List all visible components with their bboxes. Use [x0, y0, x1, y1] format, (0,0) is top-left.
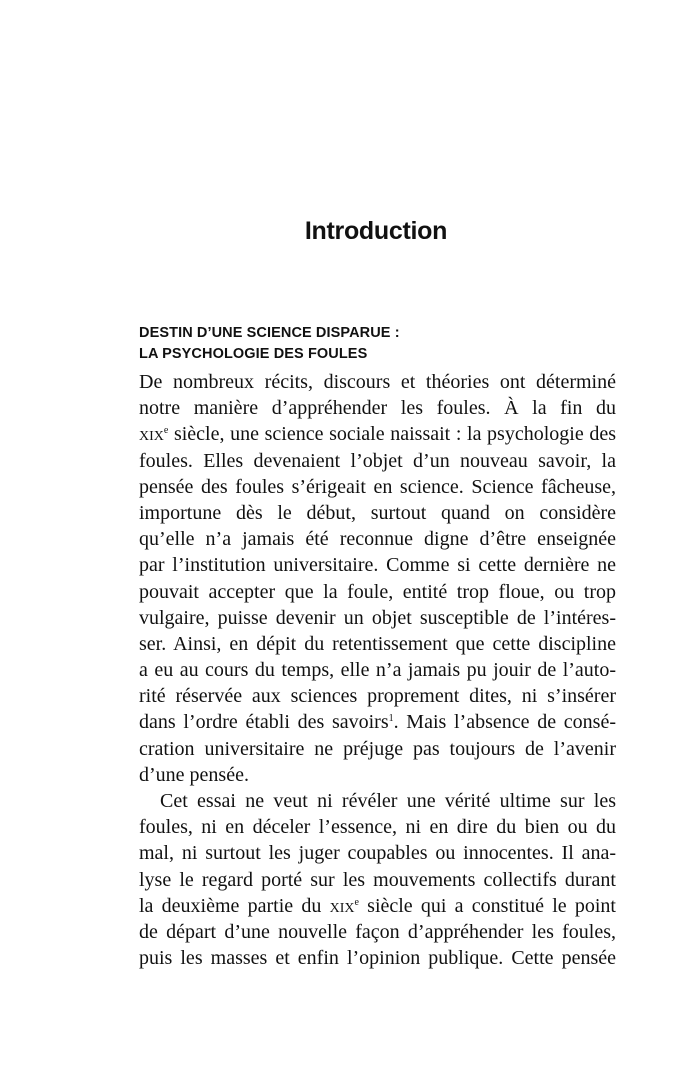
- paragraph-2: [139, 788, 616, 971]
- century-numeral: xix: [329, 894, 355, 917]
- text-line: de départ d’une nouvelle façon d’appréhender les foules,: [139, 920, 616, 943]
- text-line: pensée des foules s’érigeait en science. Science fâcheuse,: [139, 475, 616, 498]
- footnote-ref[interactable]: 1: [388, 713, 394, 725]
- superscript: e: [354, 896, 359, 908]
- text-line: [139, 893, 616, 919]
- text-line: lyse le regard porté sur les mouvements collectifs durant: [139, 868, 616, 891]
- text-line: foules, ni en déceler l’essence, ni en dire du bien ou du: [139, 816, 616, 839]
- text-line: notre manière d’appréhender les foules. À la fin du: [139, 397, 616, 420]
- text-line: rité réservée aux sciences proprement dites, ni s’insérer: [139, 685, 616, 708]
- superscript: e: [163, 425, 169, 437]
- text-line: De nombreux récits, discours et théories ont déterminé: [139, 371, 616, 393]
- text-line: vulgaire, puisse devenir un objet susceptible de l’intéres-: [139, 606, 616, 629]
- text-line: [139, 421, 616, 447]
- section-heading-line-2: LA PSYCHOLOGIE DES FOULES: [139, 346, 368, 362]
- text-line: d’une pensée.: [139, 763, 249, 786]
- text-line: pouvait accepter que la foule, entité trop floue, ou trop: [139, 580, 616, 603]
- text-span: siècle qui a constitué le point: [358, 894, 616, 917]
- chapter-title: Introduction: [304, 217, 448, 245]
- text-line: puis les masses et enfin l’opinion publique. Cette pensée: [139, 947, 616, 970]
- text-line: [139, 709, 616, 735]
- text-line: mal, ni surtout les juger coupables ou innocentes. Il ana-: [139, 842, 616, 865]
- text-line: par l’institution universitaire. Comme si cette dernière ne: [139, 554, 616, 577]
- text-span: dans l’ordre établi des savoirs: [139, 711, 389, 734]
- text-line: Cet essai ne veut ni révéler une vérité ultime sur les: [160, 790, 616, 812]
- text-span: . Mais l’absence de consé-: [393, 711, 616, 734]
- body-text: [139, 369, 616, 971]
- text-span: la deuxième partie du: [139, 894, 330, 917]
- section-heading: [139, 323, 639, 365]
- text-span: siècle, une science sociale naissait : la psychologie des: [168, 423, 616, 446]
- text-line: importune dès le début, surtout quand on considère: [139, 501, 616, 524]
- paragraph-1: [139, 369, 616, 788]
- text-line: a eu au cours du temps, elle n’a jamais pu jouir de l’auto-: [139, 659, 616, 682]
- century-numeral: xix: [139, 423, 164, 446]
- text-line: qu’elle n’a jamais été reconnue digne d’être enseignée: [139, 528, 616, 551]
- section-heading-line-1: DESTIN D’UNE SCIENCE DISPARUE :: [139, 325, 400, 341]
- text-line: cration universitaire ne préjuge pas toujours de l’avenir: [139, 737, 616, 760]
- text-line: ser. Ainsi, en dépit du retentissement que cette discipline: [139, 632, 616, 655]
- text-line: foules. Elles devenaient l’objet d’un nouveau savoir, la: [139, 449, 616, 472]
